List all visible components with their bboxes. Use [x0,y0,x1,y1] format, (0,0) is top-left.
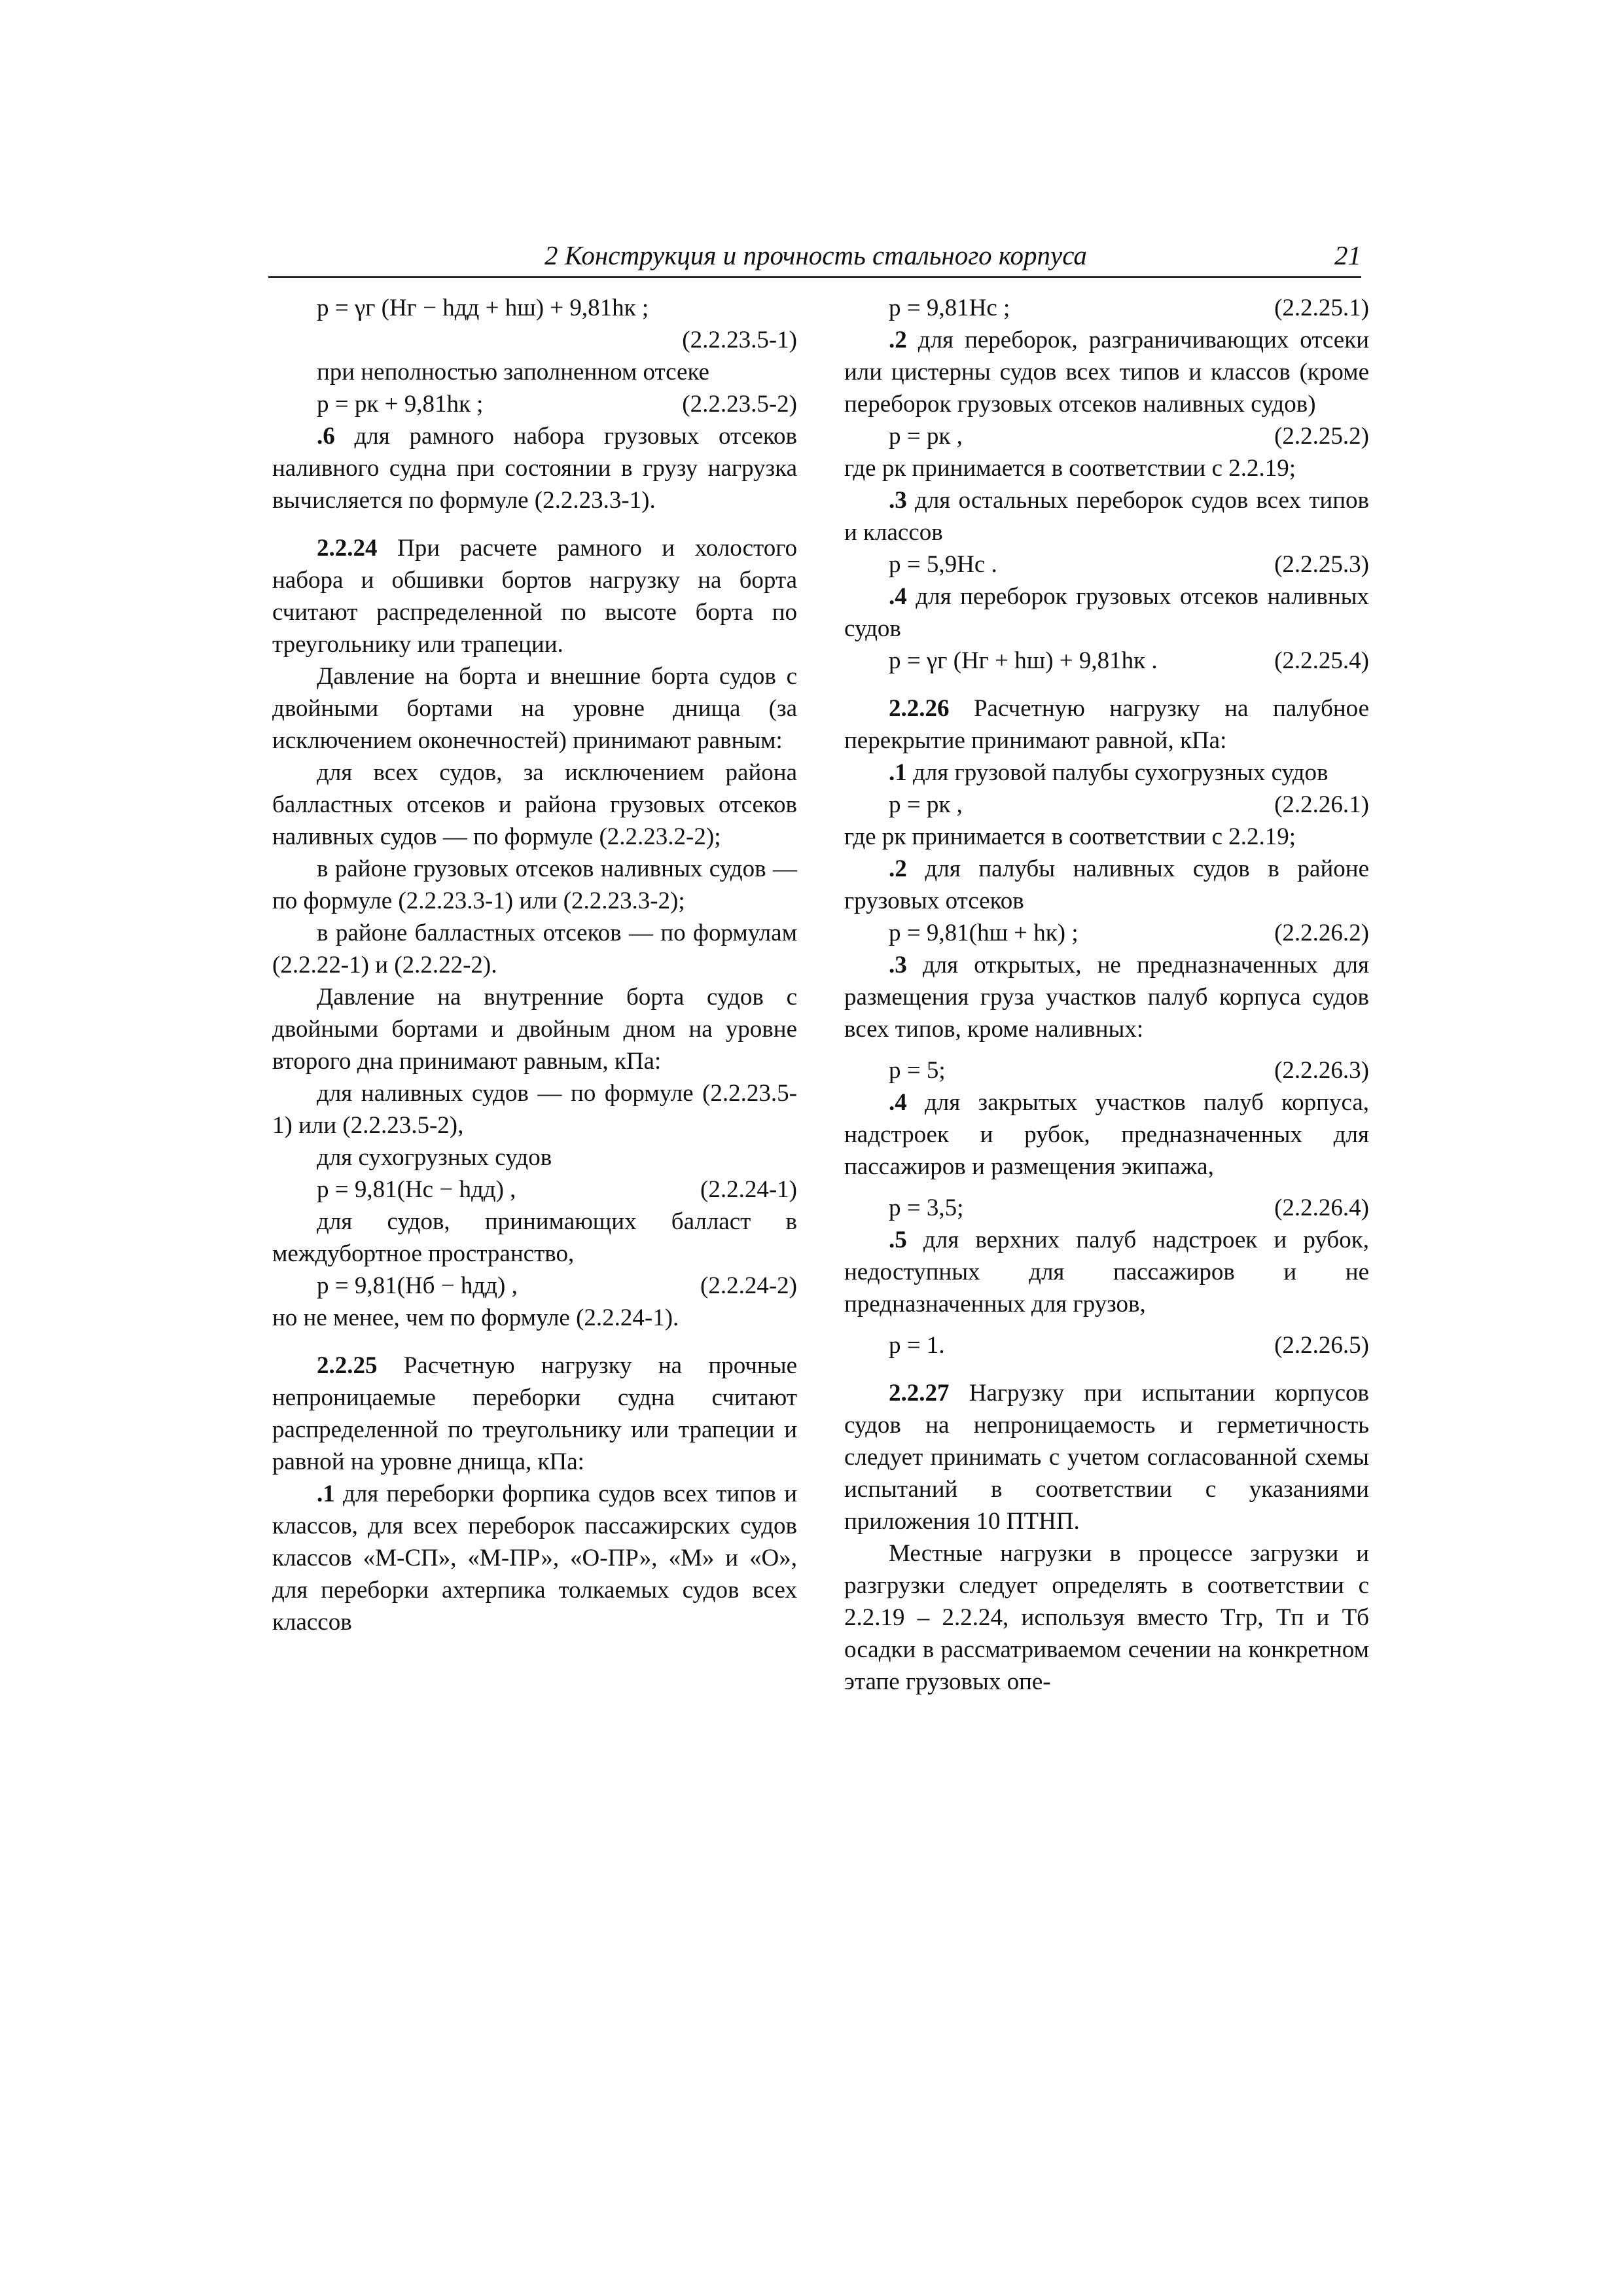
formula-text: p = 9,81(Hс − hдд) , [317,1176,516,1203]
formula [272,292,797,324]
formula-number: (2.2.26.3) [1274,1057,1369,1084]
left-column [272,292,797,1638]
list-item [844,1224,1369,1320]
section-text: Расчетную нагрузку на палубное перекрытие принимают равной, кПа: [844,695,1369,754]
list-item [844,853,1369,917]
item-text: для рамного набора грузовых отсеков наливного судна при состоянии в грузу нагрузка вычисляется по формуле (2.2.23.3-1). [272,423,797,514]
paragraph: для судов, принимающих балласт в междубортное пространство, [272,1208,797,1267]
list-item [844,949,1369,1045]
formula-text: p = 9,81(hш + hк) ; [889,920,1079,946]
formula-number: (2.2.25.4) [1274,647,1369,674]
list-item [844,484,1369,548]
section-text: При расчете рамного и холостого набора и обшивки бортов нагрузку на борта считают распределенной по высоте борта по треугольнику или трапеции. [272,535,797,658]
item-text: для переборки форпика судов всех типов и классов, для всех переборок пассажирских судов классов «М-СП», «М-ПР», «О-ПР», «М» и «О», для переборки ахтерпика толкаемых судов всех классов [272,1480,797,1636]
formula [844,1329,1369,1361]
formula-text: p = pк , [889,791,963,818]
page-number: 21 [1334,240,1361,270]
header-title: 2 Конструкция и прочность стального корпуса [544,240,1087,270]
item-number: .4 [889,583,907,610]
list-item [272,1478,797,1638]
formula-text: p = 5; [889,1057,946,1084]
paragraph: где pк принимается в соответствии с 2.2.19; [844,455,1296,482]
section-number: 2.2.25 [317,1352,378,1379]
list-item [844,1086,1369,1183]
paragraph: Давление на внутренние борта судов с двойными бортами и двойным дном на уровне второго дна принимают равным, кПа: [272,984,797,1075]
item-text: для верхних палуб надстроек и рубок, недоступных для пассажиров и не предназначенных для грузов, [844,1227,1369,1318]
formula-text: p = γг (Hг − hдд + hш) + 9,81hк ; [317,295,649,321]
formula-text: p = 9,81(Hб − hдд) , [317,1272,518,1299]
formula-number: (2.2.24-1) [700,1176,797,1203]
formula-number: (2.2.23.5-1) [682,327,797,353]
formula-number: (2.2.26.4) [1274,1194,1369,1221]
formula [272,1174,797,1206]
paragraph: при неполностью заполненном отсеке [317,359,709,386]
formula-text: p = pк + 9,81hк ; [317,391,484,418]
item-number: .2 [889,855,907,882]
item-number: .1 [317,1480,335,1507]
formula-text: p = γг (Hг + hш) + 9,81hк . [889,647,1158,674]
formula [844,917,1369,949]
formula [272,388,797,420]
item-text: для переборок грузовых отсеков наливных судов [844,583,1369,642]
section-paragraph [272,1350,797,1478]
list-item [844,757,1369,789]
formula-number: (2.2.25.2) [1274,423,1369,450]
section-number: 2.2.24 [317,535,378,562]
formula-text: p = 3,5; [889,1194,964,1221]
item-text: для грузовой палубы сухогрузных судов [906,759,1329,786]
paragraph: где pк принимается в соответствии с 2.2.19; [844,823,1296,850]
item-number: .3 [889,487,907,514]
section-number: 2.2.27 [889,1380,950,1407]
right-column [844,292,1369,1698]
paragraph: но не менее, чем по формуле (2.2.24-1). [272,1304,679,1331]
section-paragraph [272,532,797,660]
section-paragraph [844,692,1369,757]
formula [844,292,1369,324]
formula-text: p = 5,9Hс . [889,551,997,578]
formula [844,548,1369,581]
paragraph: в районе грузовых отсеков наливных судов — по формуле (2.2.23.3-1) или (2.2.23.3-2); [272,855,797,914]
list-item [844,581,1369,645]
paragraph: для наливных судов — по формуле (2.2.23.5-1) или (2.2.23.5-2), [272,1080,797,1139]
formula [844,1054,1369,1086]
item-text: для открытых, не предназначенных для размещения груза участков палуб корпуса судов всех типов, кроме наливных: [844,952,1369,1043]
formula-number: (2.2.24-2) [700,1272,797,1299]
item-text: для остальных переборок судов всех типов и классов [844,487,1369,546]
section-paragraph [844,1377,1369,1537]
formula-text: p = 1. [889,1332,945,1359]
formula-number: (2.2.25.1) [1274,295,1369,321]
item-number: .2 [889,327,907,353]
formula-text: p = pк , [889,423,963,450]
running-header [268,237,1361,278]
section-text: Расчетную нагрузку на прочные непроницаемые переборки судна считают распределенной по треугольнику или трапеции и равной на уровне днища, кПа: [272,1352,797,1475]
paragraph: для сухогрузных судов [317,1144,552,1171]
list-item [272,420,797,516]
formula-number: (2.2.23.5-2) [682,391,797,418]
section-number: 2.2.26 [889,695,950,722]
section-text: Нагрузку при испытании корпусов судов на непроницаемость и герметичность следует принимать с учетом согласованной схемы испытаний в соответствии с указаниями приложения 10 ПТНП. [844,1380,1369,1535]
formula [844,420,1369,452]
paragraph: Местные нагрузки в процессе загрузки и разгрузки следует определять в соответствии с 2.2.19 – 2.2.24, используя вместо Tгр, Tп и Tб осадки в рассматриваемом сечении на конкретном этапе грузовых опе- [844,1540,1369,1695]
formula-text: p = 9,81Hс ; [889,295,1010,321]
item-number: .6 [317,423,335,450]
item-number: .5 [889,1227,907,1253]
formula-number: (2.2.25.3) [1274,551,1369,578]
item-number: .1 [889,759,907,786]
item-text: для переборок, разграничивающих отсеки или цистерны судов всех типов и классов (кроме переборок грузовых отсеков наливных судов) [844,327,1369,418]
list-item [844,324,1369,420]
item-number: .4 [889,1089,907,1116]
formula [844,789,1369,821]
formula [844,645,1369,677]
formula-number: (2.2.26.5) [1274,1332,1369,1359]
paragraph: Давление на борта и внешние борта судов с двойными бортами на уровне днища (за исключением оконечностей) принимают равным: [272,663,797,754]
formula [844,1192,1369,1224]
paragraph: в районе балластных отсеков — по формулам (2.2.22-1) и (2.2.22-2). [272,920,797,978]
formula-number: (2.2.26.1) [1274,791,1369,818]
item-number: .3 [889,952,907,978]
item-text: для закрытых участков палуб корпуса, надстроек и рубок, предназначенных для пассажиров и размещения экипажа, [844,1089,1369,1180]
formula [272,1270,797,1302]
item-text: для палубы наливных судов в районе грузовых отсеков [844,855,1369,914]
paragraph: для всех судов, за исключением района балластных отсеков и района грузовых отсеков наливных судов — по формуле (2.2.23.2-2); [272,759,797,850]
formula-number: (2.2.26.2) [1274,920,1369,946]
